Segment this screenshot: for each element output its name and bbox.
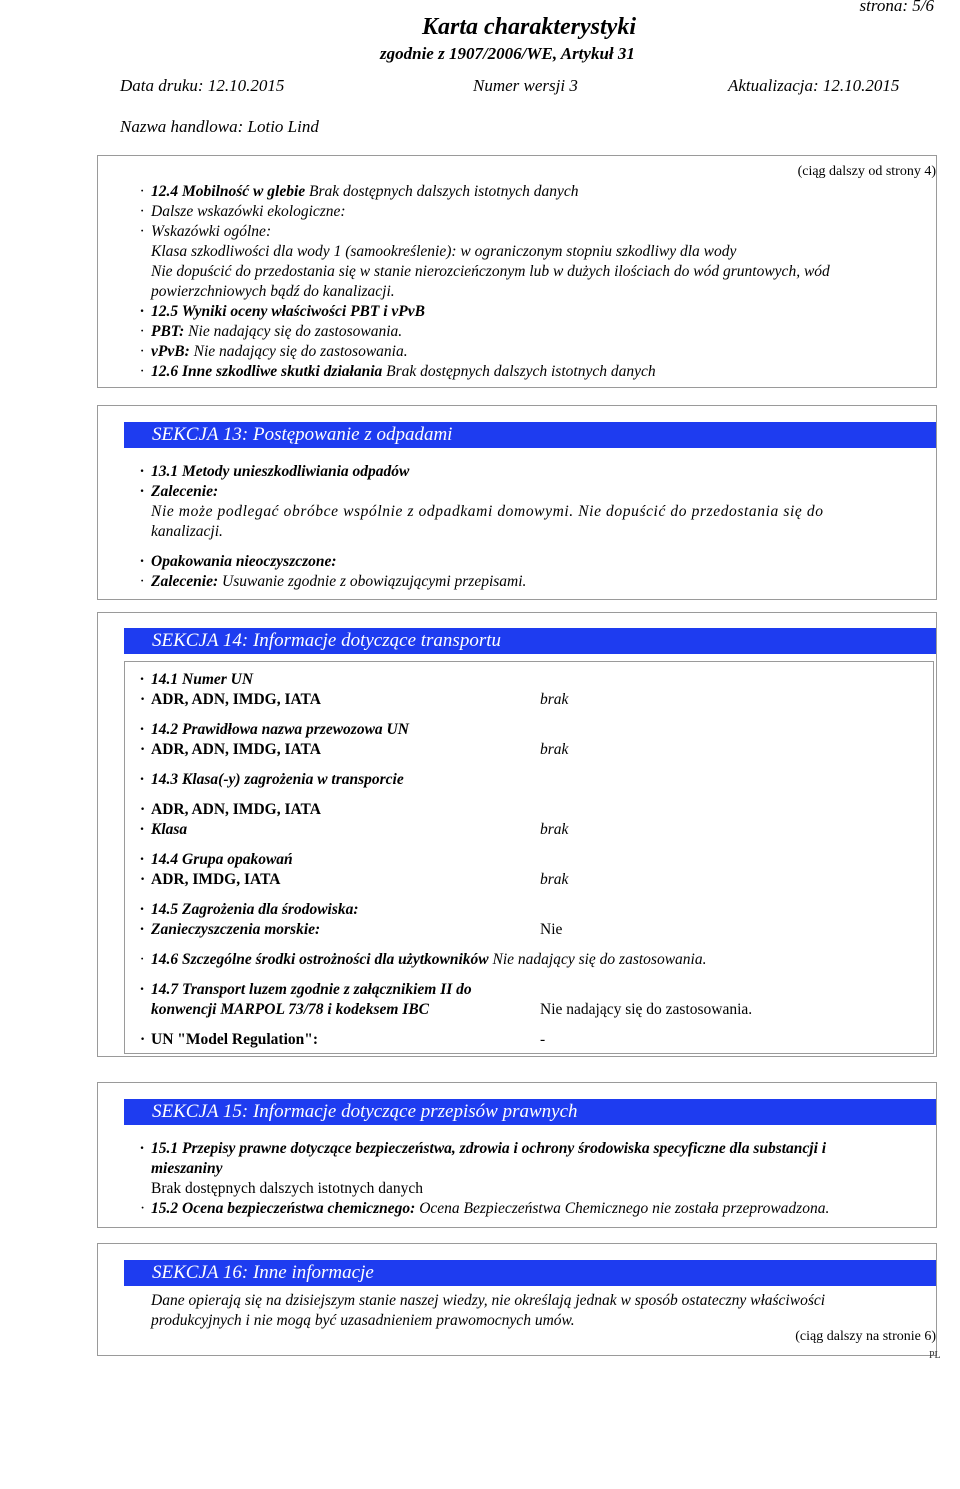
language-code: PL bbox=[929, 1350, 941, 1361]
special-precautions-row bbox=[151, 951, 706, 969]
packing-group-label: · ADR, IMDG, IATA bbox=[151, 871, 280, 889]
chemical-safety-value: Ocena Bezpieczeństwa Chemicznego nie została przeprowadzona. bbox=[419, 1200, 830, 1217]
regulations-title-2: mieszaniny bbox=[151, 1160, 223, 1177]
document-title: Karta charakterystyki bbox=[422, 14, 636, 40]
un-number-title: · 14.1 Numer UN bbox=[151, 671, 253, 689]
marine-pollutant-value: Nie bbox=[540, 921, 563, 938]
hazard-class-group: · ADR, ADN, IMDG, IATA bbox=[151, 801, 321, 819]
chemical-safety-title: 15.2 Ocena bezpieczeństwa chemicznego: bbox=[151, 1200, 416, 1217]
chemical-safety-row bbox=[151, 1200, 829, 1218]
model-regulation-label: · UN "Model Regulation": bbox=[151, 1031, 318, 1049]
general-hints: · Wskazówki ogólne: bbox=[151, 223, 271, 241]
uncleaned-packaging: · Opakowania nieoczyszczone: bbox=[151, 553, 337, 571]
print-date: Data druku: 12.10.2015 bbox=[120, 76, 285, 95]
shipping-name-value: brak bbox=[540, 741, 569, 758]
eco-hints: · Dalsze wskazówki ekologiczne: bbox=[151, 203, 346, 221]
other-effects-value: Brak dostępnych dalszych istotnych danych bbox=[386, 363, 656, 380]
shipping-name-title: · 14.2 Prawidłowa nazwa przewozowa UN bbox=[151, 721, 409, 739]
prevent-text-2: powierzchniowych bądź do kanalizacji. bbox=[151, 283, 395, 300]
page-number: strona: 5/6 bbox=[859, 0, 934, 15]
special-precautions-title: 14.6 Szczególne środki ostrożności dla użytkowników bbox=[151, 951, 489, 968]
hazard-class-value: brak bbox=[540, 821, 569, 838]
recommendation-text-2: kanalizacji. bbox=[151, 523, 223, 540]
bulk-transport-value: Nie nadający się do zastosowania. bbox=[540, 1001, 753, 1018]
hazard-class-label: · Klasa bbox=[151, 821, 187, 839]
packing-group-value: brak bbox=[540, 871, 569, 888]
disposal-methods: · 13.1 Metody unieszkodliwiania odpadów bbox=[151, 463, 409, 481]
packing-group-title: · 14.4 Grupa opakowań bbox=[151, 851, 293, 869]
vpvb-label: vPvB: bbox=[151, 343, 190, 360]
other-info-text-2: produkcyjnych i nie mogą być uzasadnieniem prawomocnych umów. bbox=[151, 1312, 575, 1329]
update-date: Aktualizacja: 12.10.2015 bbox=[728, 76, 900, 95]
recommendation-label: · Zalecenie: bbox=[151, 483, 218, 501]
un-number-value: brak bbox=[540, 691, 569, 708]
section-16-heading: SEKCJA 16: Inne informacje bbox=[124, 1260, 936, 1286]
regulations-value: Brak dostępnych dalszych istotnych danych bbox=[151, 1180, 424, 1197]
mobility-row bbox=[151, 183, 578, 201]
pbt-row bbox=[151, 323, 402, 341]
special-precautions-value: Nie nadający się do zastosowania. bbox=[492, 951, 707, 968]
section-13-heading: SEKCJA 13: Postępowanie z odpadami bbox=[124, 422, 936, 448]
water-hazard-class: Klasa szkodliwości dla wody 1 (samookreślenie): w ograniczonym stopniu szkodliwy dla wody bbox=[151, 243, 737, 260]
document-subtitle: zgodnie z 1907/2006/WE, Artykuł 31 bbox=[380, 44, 635, 63]
model-regulation-value: - bbox=[540, 1031, 546, 1048]
hazard-class-title: · 14.3 Klasa(-y) zagrożenia w transporcie bbox=[151, 771, 404, 789]
pbt-label: PBT: bbox=[151, 323, 185, 340]
pbt-value: Nie nadający się do zastosowania. bbox=[188, 323, 403, 340]
section-14-heading: SEKCJA 14: Informacje dotyczące transportu bbox=[124, 628, 936, 654]
other-effects-title: 12.6 Inne szkodliwe skutki działania bbox=[151, 363, 383, 380]
pbt-title: · 12.5 Wyniki oceny właściwości PBT i vPvB bbox=[151, 303, 425, 321]
section-15-heading: SEKCJA 15: Informacje dotyczące przepisów prawnych bbox=[124, 1099, 936, 1125]
continued-to: (ciąg dalszy na stronie 6) bbox=[795, 1329, 936, 1344]
bulk-transport-title-2: konwencji MARPOL 73/78 i kodeksem IBC bbox=[151, 1001, 430, 1018]
packaging-recommendation-row bbox=[151, 573, 526, 591]
continued-from: (ciąg dalszy od strony 4) bbox=[797, 164, 936, 179]
env-hazards-title: · 14.5 Zagrożenia dla środowiska: bbox=[151, 901, 359, 919]
prevent-text-1: Nie dopuścić do przedostania się w stanie nierozcieńczonym lub w dużych ilościach do wód gruntowych, wód bbox=[151, 263, 830, 280]
other-info-text-1: Dane opierają się na dzisiejszym stanie naszej wiedzy, nie określają jednak w sposób ostateczny właściwości bbox=[151, 1292, 826, 1309]
vpvb-value: Nie nadający się do zastosowania. bbox=[193, 343, 408, 360]
other-effects-row bbox=[151, 363, 656, 381]
recommendation-text-1: Nie może podlegać obróbce wspólnie z odpadkami domowymi. Nie dopuścić do przedostania się do bbox=[151, 503, 824, 520]
regulations-title-1: · 15.1 Przepisy prawne dotyczące bezpieczeństwa, zdrowia i ochrony środowiska specyficzne dla substancji i bbox=[151, 1140, 826, 1158]
trade-name: Nazwa handlowa: Lotio Lind bbox=[120, 117, 319, 136]
packaging-recommendation-label: Zalecenie: bbox=[151, 573, 219, 590]
version-number: Numer wersji 3 bbox=[473, 76, 578, 95]
shipping-name-label: · ADR, ADN, IMDG, IATA bbox=[151, 741, 321, 759]
mobility-title: 12.4 Mobilność w glebie bbox=[151, 183, 306, 200]
vpvb-row bbox=[151, 343, 408, 361]
bulk-transport-title-1: · 14.7 Transport luzem zgodnie z załącznikiem II do bbox=[151, 981, 472, 999]
packaging-recommendation-value: Usuwanie zgodnie z obowiązującymi przepisami. bbox=[222, 573, 527, 590]
un-number-label: · ADR, ADN, IMDG, IATA bbox=[151, 691, 321, 709]
marine-pollutant-label: · Zanieczyszczenia morskie: bbox=[151, 921, 320, 939]
mobility-value: Brak dostępnych dalszych istotnych danych bbox=[309, 183, 579, 200]
